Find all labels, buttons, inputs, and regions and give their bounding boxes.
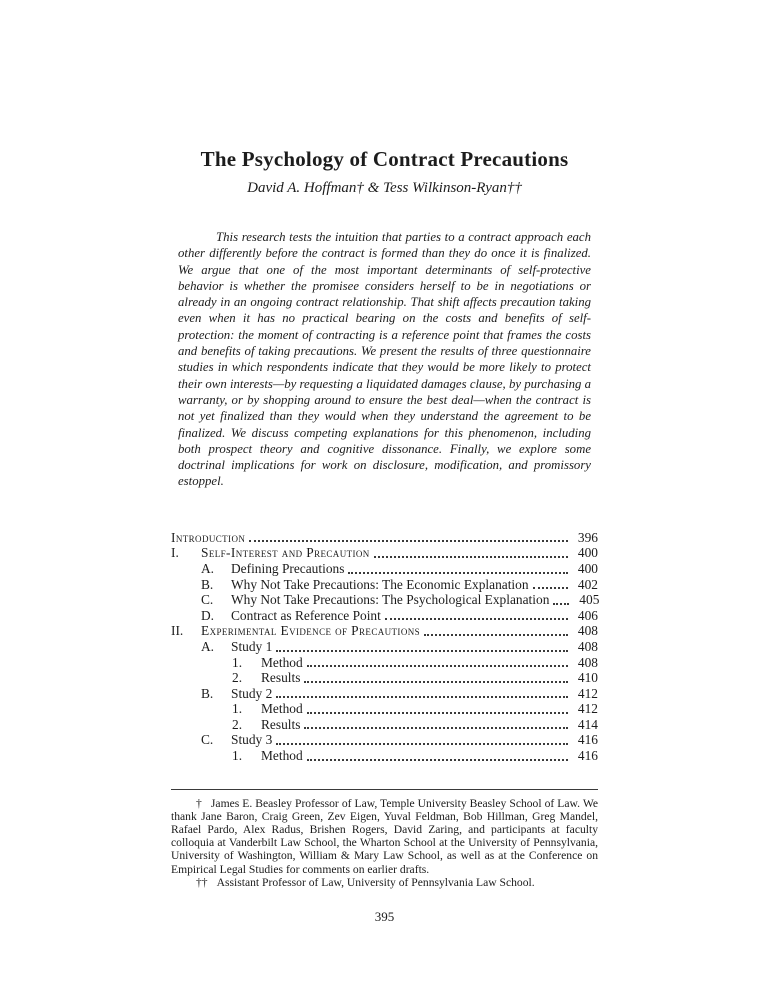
toc-entry-page: 408 — [577, 654, 598, 670]
toc-entry-page: 416 — [577, 748, 598, 764]
footnote — [171, 797, 598, 876]
toc-entry-label: Method — [261, 748, 303, 764]
toc-entry-label: Study 2 — [231, 685, 273, 701]
toc-entry-number: II. — [171, 623, 184, 639]
toc-row — [171, 686, 598, 702]
footnote-text: Assistant Professor of Law, University of Pennsylvania Law School. — [216, 875, 535, 889]
toc-entry-label: Experimental Evidence of Precautions — [201, 623, 421, 639]
toc-row — [171, 639, 598, 655]
toc-dot-leader — [304, 727, 568, 729]
article-title: The Psychology of Contract Precautions — [200, 147, 569, 171]
toc-entry-number: 1. — [232, 654, 243, 670]
toc-dot-leader — [307, 759, 568, 761]
toc-entry-label: Method — [261, 701, 303, 717]
toc-entry-page: 402 — [577, 576, 598, 592]
toc-row — [171, 592, 598, 608]
toc-entry-page: 405 — [579, 592, 600, 608]
toc-entry-page: 410 — [577, 670, 598, 686]
toc-row — [171, 545, 598, 561]
toc-entry-label: Introduction — [171, 529, 246, 545]
toc-entry-page: 406 — [577, 607, 598, 623]
toc-row — [171, 530, 598, 546]
toc-entry-number: A. — [201, 638, 215, 654]
toc-entry-page: 400 — [577, 560, 598, 576]
toc-entry-number: 1. — [232, 701, 243, 717]
toc-entry-number: 2. — [232, 716, 243, 732]
toc-dot-leader — [385, 618, 568, 620]
toc-dot-leader — [533, 587, 568, 589]
table-of-contents — [171, 530, 598, 764]
toc-entry-label: Study 3 — [231, 732, 273, 748]
footnote-text: James E. Beasley Professor of Law, Temple University Beasley School of Law. We thank Jane Baron, Craig Green, Zev Eigen, Yuval Feldman, Bob Hillman, Greg Mandel, Rafael Pardo, Alex Radus, Brishen Rogers, David Zaring, and participants at faculty colloquia at Vanderbilt Law School, the Wharton School at the University of Pennsylvania, University of Washington, William & Mary Law School, as well as at the Conference on Empirical Legal Studies for comments on earlier drafts. — [171, 796, 598, 876]
footnote-dagger-symbol: † — [196, 796, 202, 810]
toc-entry-number: A. — [201, 560, 215, 576]
toc-dot-leader — [276, 743, 568, 745]
toc-entry-label: Results — [261, 670, 301, 686]
toc-row — [171, 732, 598, 748]
footnote-separator-rule — [171, 789, 598, 790]
toc-entry-label: Why Not Take Precautions: The Economic Explanation — [231, 576, 529, 592]
toc-entry-number: 2. — [232, 670, 243, 686]
toc-row — [171, 748, 598, 764]
toc-row — [171, 623, 598, 639]
toc-row — [171, 655, 598, 671]
toc-dot-leader — [307, 712, 568, 714]
toc-entry-number: 1. — [232, 748, 243, 764]
toc-dot-leader — [348, 572, 568, 574]
toc-entry-label: Why Not Take Precautions: The Psychological Explanation — [231, 592, 550, 608]
toc-entry-page: 412 — [577, 685, 598, 701]
toc-entry-number: B. — [201, 576, 214, 592]
page-number: 395 — [374, 909, 395, 925]
toc-row — [171, 670, 598, 686]
toc-dot-leader — [249, 540, 568, 542]
toc-entry-label: Defining Precautions — [231, 560, 345, 576]
toc-entry-page: 414 — [577, 716, 598, 732]
toc-entry-number: D. — [201, 607, 215, 623]
footnotes-section — [171, 797, 598, 889]
footnote-double-dagger-symbol: †† — [196, 875, 208, 889]
toc-dot-leader — [276, 650, 568, 652]
toc-dot-leader — [307, 665, 568, 667]
toc-dot-leader — [304, 681, 568, 683]
footnote — [171, 876, 598, 889]
toc-entry-page: 400 — [577, 545, 598, 561]
toc-dot-leader — [276, 696, 568, 698]
article-authors: David A. Hoffman† & Tess Wilkinson-Ryan†† — [247, 180, 522, 196]
toc-entry-number: C. — [201, 592, 214, 608]
toc-entry-page: 408 — [577, 638, 598, 654]
toc-entry-page: 396 — [577, 529, 598, 545]
toc-entry-label: Results — [261, 716, 301, 732]
toc-row — [171, 717, 598, 733]
toc-row — [171, 701, 598, 717]
toc-entry-label: Study 1 — [231, 638, 273, 654]
toc-entry-number: C. — [201, 732, 214, 748]
toc-dot-leader — [553, 603, 569, 605]
toc-dot-leader — [424, 634, 568, 636]
toc-entry-label: Contract as Reference Point — [231, 607, 381, 623]
toc-entry-number: B. — [201, 685, 214, 701]
toc-row — [171, 608, 598, 624]
toc-entry-page: 412 — [577, 701, 598, 717]
toc-entry-number: I. — [171, 545, 179, 561]
toc-row — [171, 561, 598, 577]
toc-entry-page: 408 — [577, 623, 598, 639]
toc-dot-leader — [374, 556, 568, 558]
toc-entry-page: 416 — [577, 732, 598, 748]
toc-entry-label: Self-Interest and Precaution — [201, 545, 370, 561]
abstract: This research tests the intuition that parties to a contract approach each other differently before the contract is formed than they do once it is finalized. We argue that one of the most important determinants of self-protective behavior is whether the promisee considers herself to be in negotiations or already in an ongoing contract relationship. That shift affects precaution taking even when it has no practical bearing on the costs and benefits of self-protection: the moment of contracting is a reference point that frames the costs and benefits of taking precautions. We present the results of three questionnaire studies in which respondents indicate that they would be more likely to protect their own interests—by requesting a liquidated damages clause, by purchasing a warranty, or by shopping around to ensure the best deal—when the contract is not yet finalized than they would when they understand the agreement to be finalized. We discuss competing explanations for this phenomenon, including both prospect theory and cognitive dissonance. Finally, we explore some doctrinal implications for work on disclosure, modification, and promissory estoppel. — [178, 230, 591, 489]
toc-row — [171, 577, 598, 593]
toc-entry-label: Method — [261, 654, 303, 670]
